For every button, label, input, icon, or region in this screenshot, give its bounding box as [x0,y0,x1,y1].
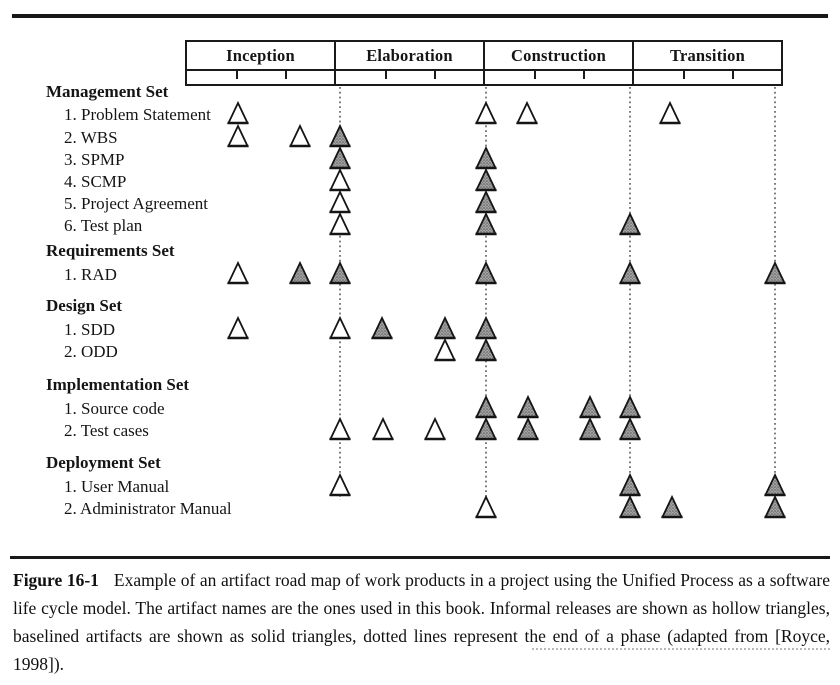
artifact-marker-solid-triangle [581,419,600,439]
artifact-marker-hollow-triangle [331,475,350,495]
artifact-item-label: 2. WBS [64,128,118,147]
artifact-marker-solid-triangle [477,397,496,417]
artifact-set-heading: Requirements Set [46,241,175,260]
caption-separator-rule [10,556,830,559]
phase-cell-transition: Transition [669,45,746,65]
artifact-item-label: 1. Source code [64,399,165,418]
artifact-marker-hollow-triangle [374,419,393,439]
artifact-set-heading: Implementation Set [46,375,190,394]
artifact-marker-solid-triangle [477,318,496,338]
artifact-item-label: 2. Test cases [64,421,149,440]
artifact-marker-hollow-triangle [229,263,248,283]
artifact-marker-solid-triangle [621,263,640,283]
artifact-marker-hollow-triangle [426,419,445,439]
artifact-marker-solid-triangle [373,318,392,338]
phase-cell-inception: Inception [187,42,336,69]
artifact-marker-solid-triangle [519,419,538,439]
artifact-marker-hollow-triangle [291,126,310,146]
artifact-marker-hollow-triangle [436,340,455,360]
artifact-marker-hollow-triangle [229,126,248,146]
artifact-marker-solid-triangle [331,148,350,168]
artifact-item-label: 3. SPMP [64,150,125,169]
artifact-marker-solid-triangle [436,318,455,338]
artifact-marker-hollow-triangle [331,170,350,190]
artifact-marker-hollow-triangle [229,103,248,123]
artifact-marker-solid-triangle [477,192,496,212]
artifact-item-label: 5. Project Agreement [64,194,208,213]
artifact-marker-hollow-triangle [661,103,680,123]
figure-caption [13,566,830,678]
artifact-marker-solid-triangle [766,475,785,495]
artifact-marker-solid-triangle [621,397,640,417]
artifact-marker-solid-triangle [331,263,350,283]
artifact-marker-solid-triangle [477,263,496,283]
figure-caption-text: Example of an artifact road map of work products in a project using the Unified Process as a software life cycle model. The artifact names are the ones used in this book. Informal releases are shown as hollow triangles, baselined artifacts are shown as solid triangles, dotted lines represent the end of a phase (adapted from [Royce, 1998]). [13,570,830,674]
artifact-marker-solid-triangle [766,497,785,517]
artifact-item-label: 1. RAD [64,265,117,284]
scan-artifact [532,648,830,650]
artifact-marker-hollow-triangle [477,103,496,123]
artifact-marker-solid-triangle [477,148,496,168]
artifact-set-heading: Deployment Set [46,453,161,472]
artifact-marker-hollow-triangle [331,419,350,439]
artifact-marker-solid-triangle [477,340,496,360]
artifact-item-label: 1. Problem Statement [64,105,211,124]
artifact-marker-solid-triangle [331,126,350,146]
artifact-marker-solid-triangle [581,397,600,417]
artifact-marker-solid-triangle [621,214,640,234]
phase-cell-construction: Construction [485,42,634,69]
phase-cell-elaboration: Elaboration [336,42,485,69]
artifact-marker-solid-triangle [519,397,538,417]
artifact-set-heading: Management Set [46,82,169,101]
artifact-marker-solid-triangle [477,419,496,439]
artifact-item-label: 6. Test plan [64,216,143,235]
artifact-marker-solid-triangle [477,214,496,234]
artifact-marker-solid-triangle [663,497,682,517]
artifact-set-heading: Design Set [46,296,123,315]
artifact-item-label: 4. SCMP [64,172,127,191]
artifact-marker-solid-triangle [621,497,640,517]
artifact-marker-solid-triangle [477,170,496,190]
artifact-marker-hollow-triangle [331,318,350,338]
artifact-item-label: 1. User Manual [64,477,170,496]
artifact-marker-solid-triangle [621,475,640,495]
artifact-item-label: 2. ODD [64,342,118,361]
artifact-marker-hollow-triangle [518,103,537,123]
artifact-marker-hollow-triangle [229,318,248,338]
artifact-marker-hollow-triangle [331,192,350,212]
artifact-marker-hollow-triangle [477,497,496,517]
artifact-marker-hollow-triangle [331,214,350,234]
artifact-item-label: 2. Administrator Manual [64,499,232,518]
artifact-marker-solid-triangle [291,263,310,283]
artifact-marker-solid-triangle [766,263,785,283]
figure-number-label: Figure 16-1 [13,570,99,590]
artifact-marker-solid-triangle [621,419,640,439]
artifact-item-label: 1. SDD [64,320,116,339]
